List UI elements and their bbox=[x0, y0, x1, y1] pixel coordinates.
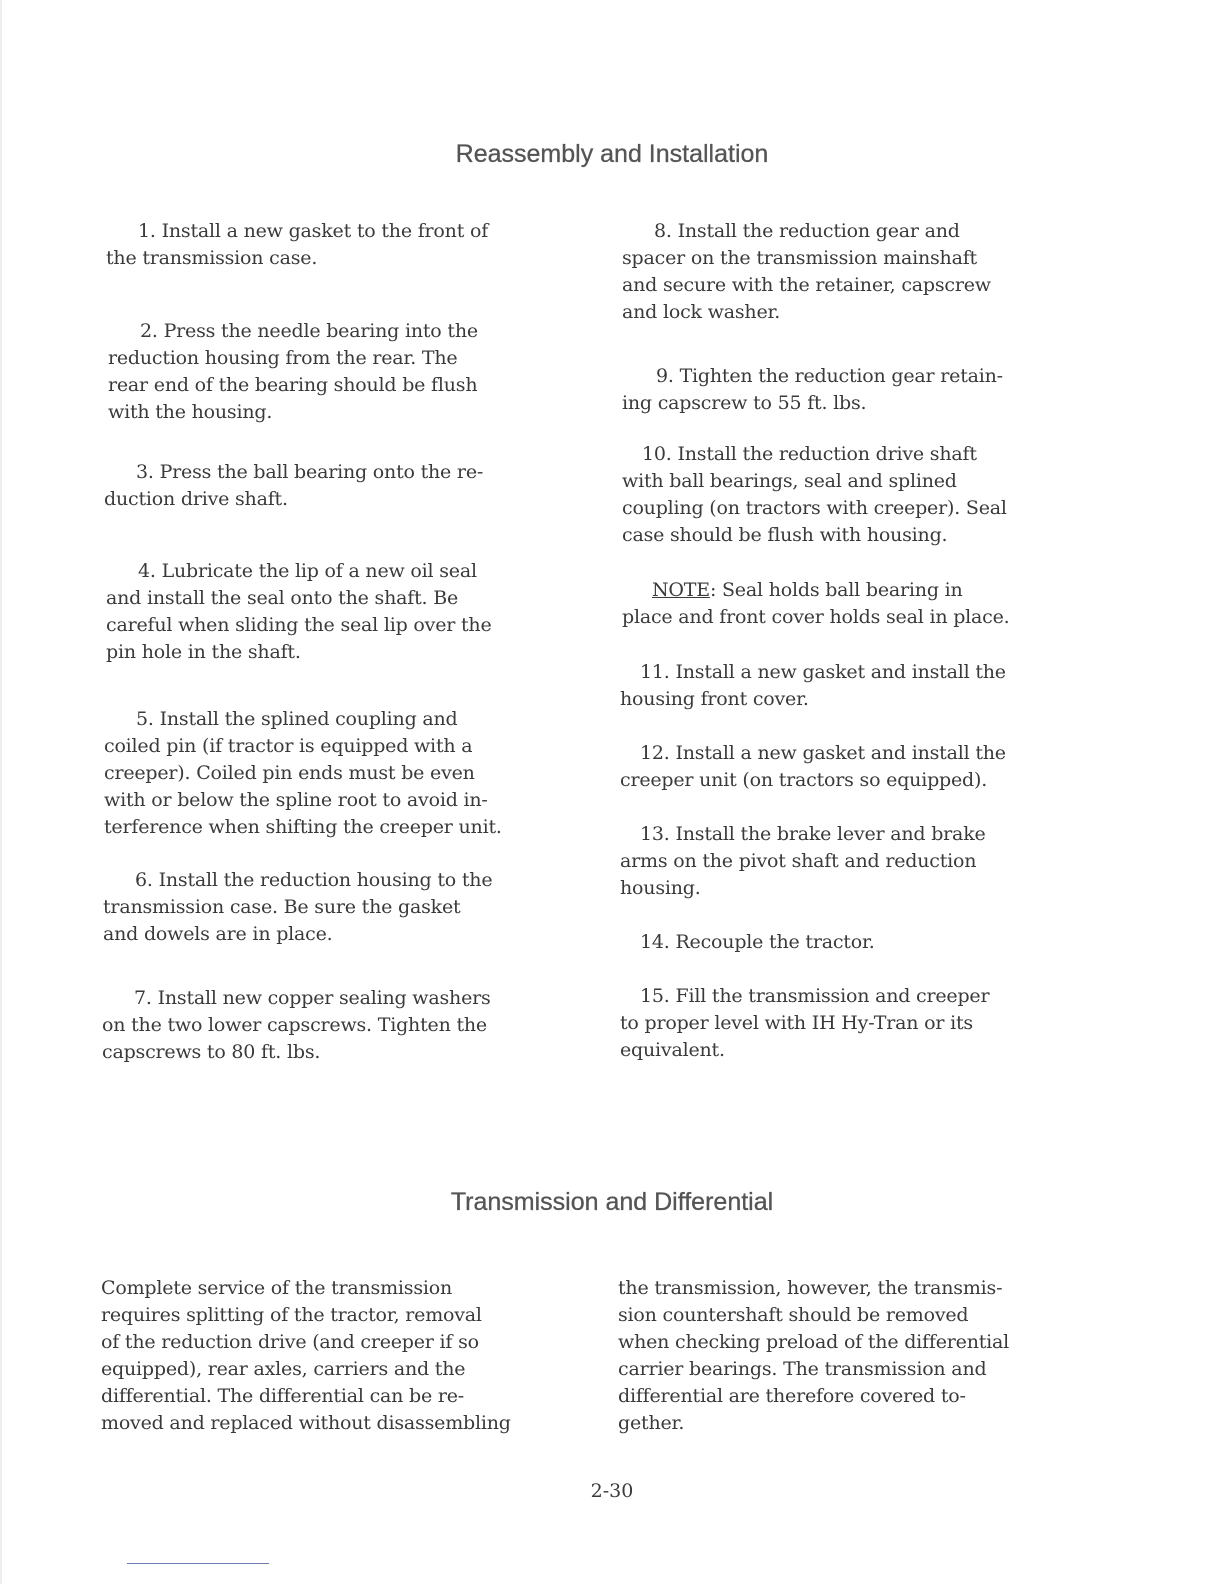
step-12: 12. Install a new gasket and install the creeper unit (on tractors so equipped). bbox=[620, 742, 1006, 791]
page-number: 2-30 bbox=[590, 1480, 634, 1502]
step-7: 7. Install new copper sealing washers on the two lower capscrews. Tighten the capscrews to 80 ft. lbs. bbox=[102, 987, 491, 1063]
step-1: 1. Install a new gasket to the front of the transmission case. bbox=[106, 220, 489, 269]
step-5: 5. Install the splined coupling and coiled pin (if tractor is equipped with a creeper). Coiled pin ends must be even with or below the spline root to avoid in- terference when shifting the creeper unit. bbox=[104, 708, 502, 838]
note-text: : Seal holds ball bearing in place and front cover holds seal in place. bbox=[622, 579, 1010, 628]
step-10: 10. Install the reduction drive shaft with ball bearings, seal and splined coupling (on tractors with creeper). Seal case should be flush with housing. bbox=[622, 443, 1007, 546]
section-title-reassembly: Reassembly and Installation bbox=[455, 140, 769, 168]
step-3: 3. Press the ball bearing onto the re- duction drive shaft. bbox=[104, 461, 484, 510]
step-8: 8. Install the reduction gear and spacer on the transmission mainshaft and secure with the retainer, capscrew and lock washer. bbox=[622, 220, 991, 323]
footer-rule bbox=[127, 1563, 269, 1564]
section-title-transmission: Transmission and Differential bbox=[450, 1188, 774, 1216]
step-11: 11. Install a new gasket and install the housing front cover. bbox=[620, 661, 1006, 710]
step-13: 13. Install the brake lever and brake arms on the pivot shaft and reduction housing. bbox=[620, 823, 986, 899]
note bbox=[622, 577, 1010, 631]
step-6: 6. Install the reduction housing to the transmission case. Be sure the gasket and dowels are in place. bbox=[103, 869, 493, 945]
page-edge bbox=[0, 0, 2, 1584]
step-9: 9. Tighten the reduction gear retain- ing capscrew to 55 ft. lbs. bbox=[622, 365, 1003, 414]
step-15: 15. Fill the transmission and creeper to proper level with IH Hy-Tran or its equivalent. bbox=[620, 985, 990, 1061]
transmission-text-right: the transmission, however, the transmis- sion countershaft should be removed when checking preload of the differential carrier bearings. The transmission and differential are therefore covered to- gether. bbox=[618, 1277, 1010, 1434]
note-label: NOTE bbox=[652, 579, 710, 601]
transmission-text-left: Complete service of the transmission requires splitting of the tractor, removal of the reduction drive (and creeper if so equipped), rear axles, carriers and the differential. The differential can be re- moved and replaced without disassembling bbox=[101, 1277, 511, 1434]
step-4: 4. Lubricate the lip of a new oil seal and install the seal onto the shaft. Be careful when sliding the seal lip over the pin hole in the shaft. bbox=[106, 560, 492, 663]
step-14: 14. Recouple the tractor. bbox=[640, 931, 875, 953]
step-2: 2. Press the needle bearing into the reduction housing from the rear. The rear end of the bearing should be flush with the housing. bbox=[108, 320, 478, 423]
